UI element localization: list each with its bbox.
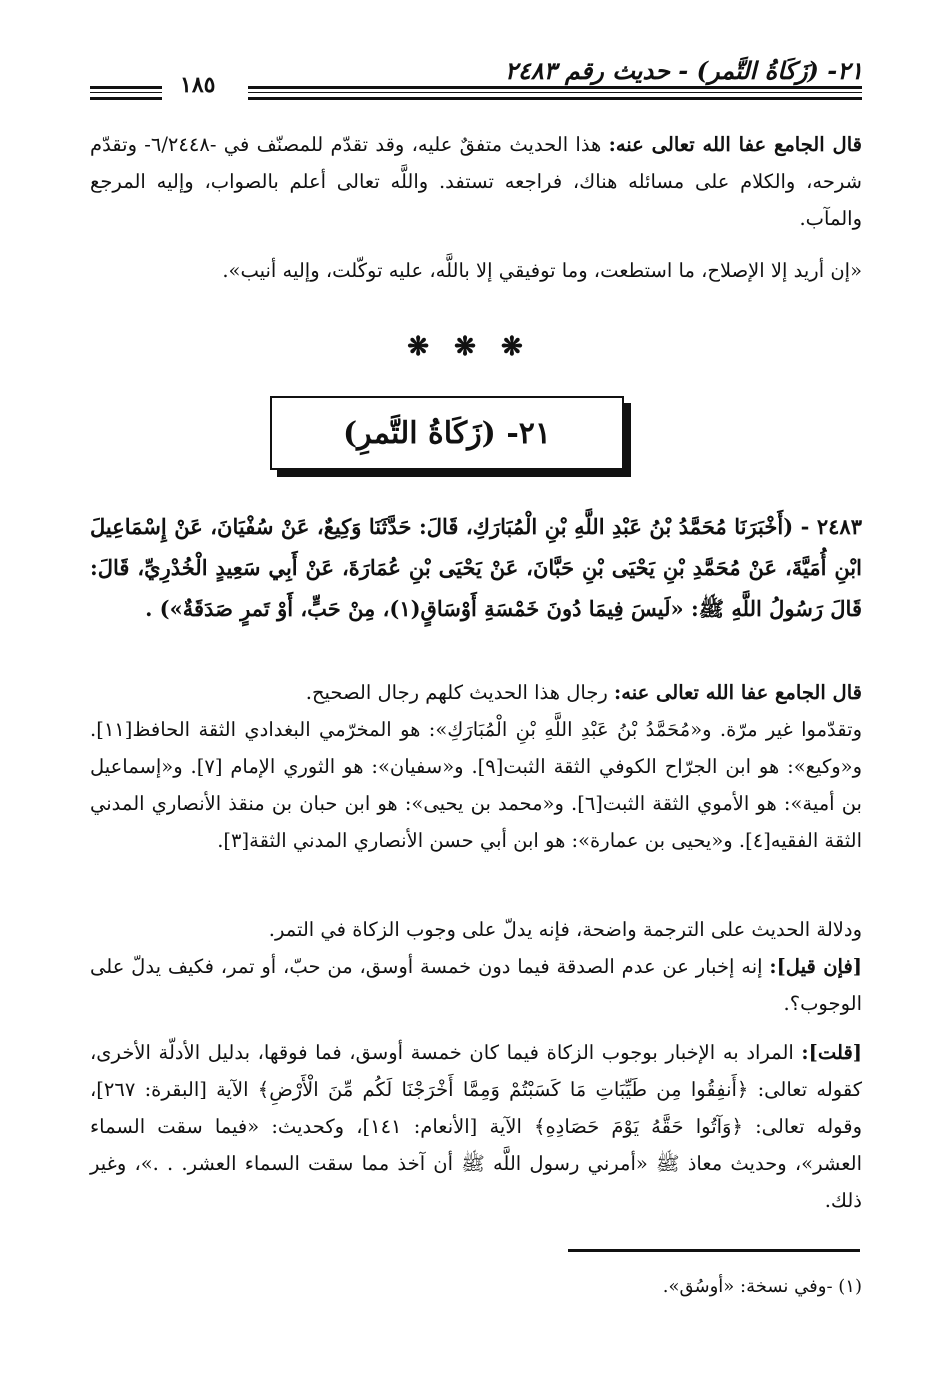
commentary-opening bbox=[90, 674, 862, 711]
running-header bbox=[88, 50, 863, 110]
header-rule-right-2 bbox=[248, 97, 862, 100]
quran-quote-paragraph: «إن أريد إلا الإصلاح، ما استطعت، وما توفيقي إلا باللَّه، عليه توكّلت، وإليه أنيب». bbox=[222, 259, 862, 282]
intro-text: هذا الحديث متفقٌ عليه، وقد تقدّم للمصنّف في -٦/٢٤٤٨- وتقدّم شرحه، والكلام على مسائله هناك، فراجعه تستفد. واللَّه تعالى أعلم بالصواب، وإليه المرجع والمآب. bbox=[90, 133, 862, 230]
question-text: إنه إخبار عن عدم الصدقة فيما دون خمسة أوسق، من حبّ، أو تمر، فكيف يدلّ على الوجوب؟. bbox=[90, 955, 862, 1015]
answer-text: المراد به الإخبار بوجوب الزكاة فيما كان خمسة أوسق، فما فوقها، بدليل الأدلّة الأخرى، كقوله تعالى: ﴿أَنفِقُوا مِن طَيِّبَاتِ مَا كَسَبْتُمْ وَمِمَّا أَخْرَجْنَا لَكُم مِّنَ الْأَرْضِ﴾ الآية [البقرة: ٢٦٧]، وقوله تعالى: ﴿وَآتُوا حَقَّهُ يَوْمَ حَصَادِهِ﴾ الآية [الأنعام: ١٤١]، وكحديث: «فيما سقت السماء العشر»، وحديث معاذ ﷺ «أمرني رسول اللَّه ﷺ أن آخذ مما سقت السماء العشر. . .»، وغير ذلك. bbox=[90, 1041, 862, 1212]
compiler-label: قال الجامع عفا الله تعالى عنه: bbox=[608, 133, 862, 156]
commentary-opening-text: رجال هذا الحديث كلهم رجال الصحيح. bbox=[305, 681, 615, 704]
answer-paragraph bbox=[90, 1034, 862, 1219]
question-paragraph bbox=[90, 948, 862, 1022]
section-separator: ❋ ❋ ❋ bbox=[407, 332, 531, 362]
chapter-title: ٢١- (زَكَاةُ التَّمرِ) bbox=[342, 415, 551, 451]
page-number: ١٨٥ bbox=[180, 72, 216, 98]
header-rule-right-thin bbox=[248, 92, 862, 93]
answer-label: [قلت]: bbox=[801, 1041, 862, 1064]
header-rule-left bbox=[90, 86, 162, 89]
chapter-heading-box bbox=[270, 396, 624, 470]
running-title: ٢١- (زَكَاةُ التَّمر) - حديث رقم ٢٤٨٣ bbox=[504, 56, 863, 85]
footnote: (١) -وفي نسخة: «أوسُق». bbox=[662, 1276, 862, 1297]
header-rule-left-thin bbox=[90, 92, 162, 93]
footnote-rule bbox=[568, 1249, 860, 1252]
narrators-paragraph: وتقدّموا غير مرّة. و«مُحَمَّدُ بْنُ عَبْدِ اللَّهِ بْنِ الْمُبَارَكِ»: هو المخرّمي البغدادي الثقة الحافظ[١١]. و«وكيع»: هو ابن الجرّاح الكوفي الثقة الثبت[٩]. و«سفيان»: هو الثوري الإمام [٧]. و«إسماعيل بن أمية»: هو الأموي الثقة الثبت[٦]. و«محمد بن يحيى»: هو ابن حبان بن منقذ الأنصاري المدني الثقة الفقيه[٤]. و«يحيى بن عمارة»: هو ابن أبي حسن الأنصاري المدني الثقة[٣]. bbox=[90, 718, 862, 852]
header-rule-right bbox=[248, 86, 862, 89]
compiler-label-2: قال الجامع عفا الله تعالى عنه: bbox=[614, 681, 862, 704]
header-rule-left-2 bbox=[90, 97, 162, 100]
question-label: [فإن قيل]: bbox=[769, 955, 862, 978]
intro-paragraph bbox=[90, 126, 862, 237]
hadith-text: ٢٤٨٣ - (أَخْبَرَنَا مُحَمَّدُ بْنُ عَبْدِ اللَّهِ بْنِ الْمُبَارَكِ، قَالَ: حَدَّثَنَا وَكِيعٌ، عَنْ سُفْيَانَ، عَنْ إِسْمَاعِيلَ ابْنِ أُمَيَّةَ، عَنْ مُحَمَّدِ بْنِ يَحْيَى بْنِ حَبَّانَ، عَنْ يَحْيَى بْنِ عُمَارَةَ، عَنْ أَبِي سَعِيدٍ الْخُدْرِيِّ، قَالَ: قَالَ رَسُولُ اللَّهِ ﷺ: «لَيسَ فِيمَا دُونَ خَمْسَةِ أَوْسَاقٍ(١)، مِنْ حَبٍّ، أَوْ تَمرٍ صَدَقَةٌ») . bbox=[90, 514, 862, 621]
dalala-paragraph: ودلالة الحديث على الترجمة واضحة، فإنه يدلّ على وجوب الزكاة في التمر. bbox=[268, 918, 862, 941]
